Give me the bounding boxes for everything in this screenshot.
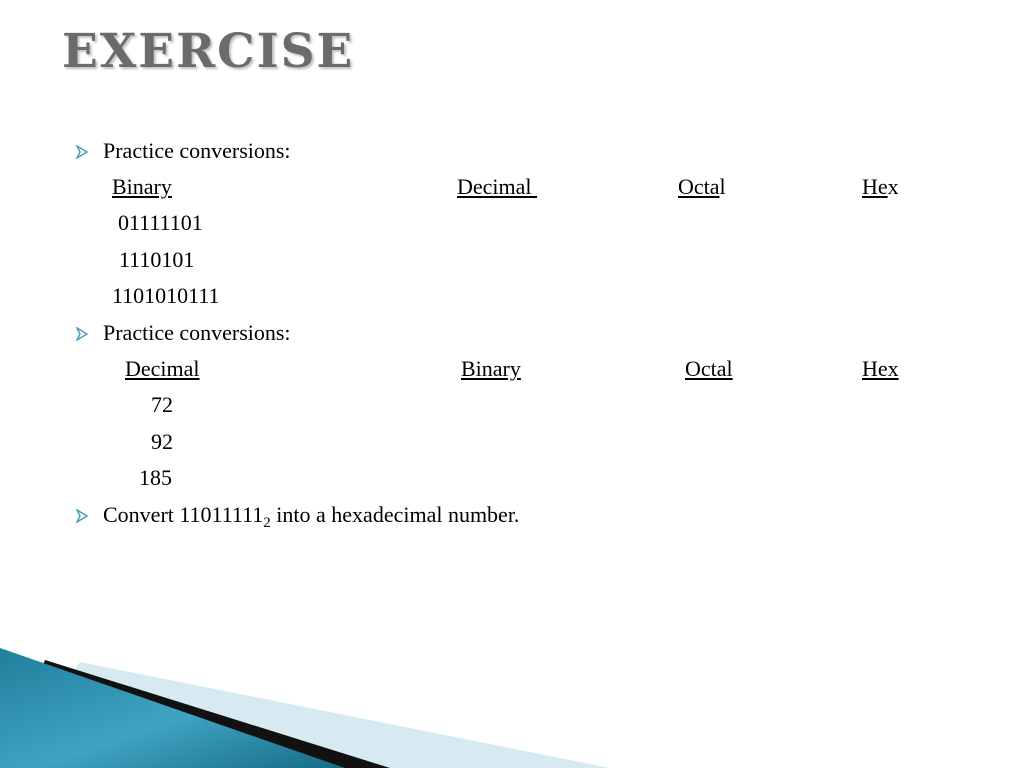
col-hex-header-2: Hex [862, 356, 899, 381]
section1-heading: Practice conversions: [103, 138, 291, 163]
col-binary-header-2: Binary [461, 356, 521, 381]
col-octal-header-rest: l [719, 174, 726, 199]
section3-text-after: into a hexadecimal number. [270, 502, 520, 527]
decimal-value-1: 72 [151, 392, 173, 417]
decimal-value-3: 185 [139, 465, 172, 490]
section2-heading: Practice conversions: [103, 320, 291, 345]
col-decimal-header-2: Decimal [125, 356, 200, 381]
section3-subscript: 2 [263, 515, 271, 531]
decimal-value-2: 92 [151, 429, 173, 454]
col-binary-header: Binary [112, 174, 172, 199]
col-octal-header-2: Octal [685, 356, 733, 381]
col-hex-header-underlined: He [862, 174, 888, 199]
col-decimal-header: Decimal [457, 174, 538, 199]
slide-title: EXERCISE [62, 24, 355, 79]
col-octal-header-underlined: Octa [678, 174, 720, 199]
binary-value-3: 1101010111 [112, 283, 220, 308]
binary-value-1: 01111101 [118, 210, 203, 235]
binary-value-2: 1110101 [119, 247, 195, 272]
col-hex-header-rest: x [887, 174, 899, 199]
section3-text-before: Convert 11011111 [103, 502, 264, 527]
